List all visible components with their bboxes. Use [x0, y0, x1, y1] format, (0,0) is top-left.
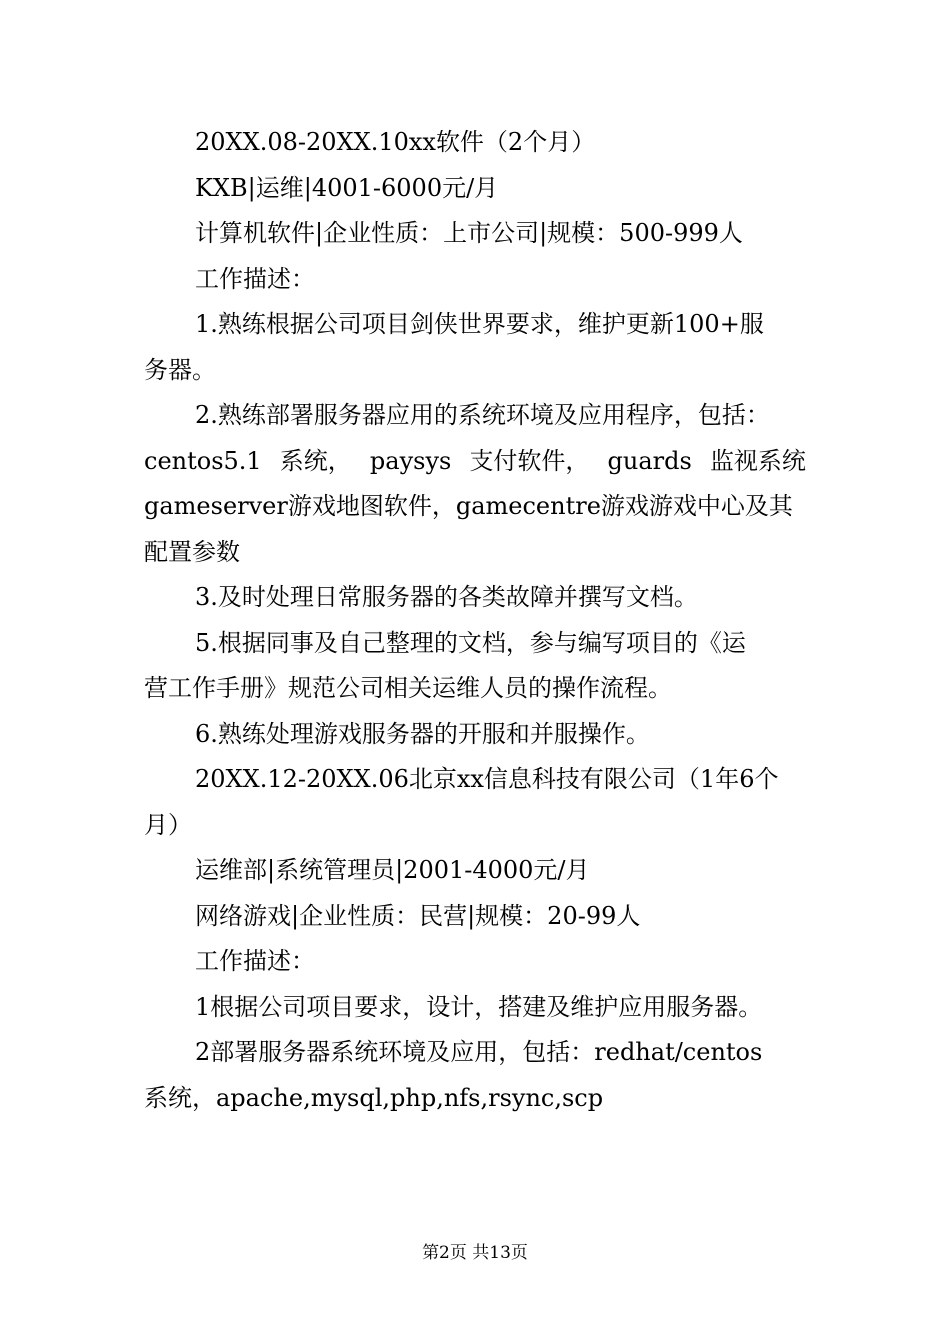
- word: guards: [607, 446, 692, 475]
- word: paysys: [369, 446, 452, 475]
- paragraph-line-job2-item2: 2部署服务器系统环境及应用，包括：redhat/centos: [195, 1038, 763, 1066]
- paragraph-line-job2-dept: 运维部|系统管理员|2001-4000元/月: [195, 856, 590, 884]
- paragraph-line-job1-item1: 1.熟练根据公司项目剑侠世界要求，维护更新100+服: [195, 310, 764, 338]
- paragraph-line-job1-item5-cont: 营工作手册》规范公司相关运维人员的操作流程。: [144, 674, 672, 702]
- paragraph-line-job1-period: 20XX.08-20XX.10xx软件（2个月）: [195, 128, 596, 156]
- word: 支付软件，: [469, 446, 590, 475]
- paragraph-line-job2-period: 20XX.12-20XX.06北京xx信息科技有限公司（1年6个: [195, 765, 779, 793]
- page-footer: 第2页 共13页: [422, 1243, 528, 1263]
- paragraph-line-job1-dept: KXB|运维|4001-6000元/月: [195, 173, 499, 202]
- paragraph-line-job1-item1-cont: 务器。: [144, 355, 216, 384]
- word: 系统，: [279, 446, 352, 475]
- word: 监视系统: [709, 446, 806, 475]
- paragraph-line-job2-period-cont: 月）: [144, 810, 192, 839]
- paragraph-line-job1-item2-cont3: 配置参数: [144, 537, 240, 566]
- paragraph-line-job1-desc-heading: 工作描述：: [195, 264, 315, 293]
- paragraph-line-job1-item2-cont1: [144, 439, 806, 485]
- paragraph-line-job2-item1: 1根据公司项目要求，设计，搭建及维护应用服务器。: [195, 992, 763, 1021]
- word: centos5.1: [144, 446, 262, 475]
- paragraph-line-job2-desc-heading: 工作描述：: [195, 947, 315, 975]
- paragraph-line-job2-industry: 网络游戏|企业性质：民营|规模：20-99人: [195, 901, 641, 930]
- paragraph-line-job1-industry: 计算机软件|企业性质：上市公司|规模：500-999人: [195, 219, 743, 247]
- paragraph-line-job1-item5: 5.根据同事及自己整理的文档，参与编写项目的《运: [195, 628, 746, 657]
- paragraph-line-job1-item2: 2.熟练部署服务器应用的系统环境及应用程序，包括：: [195, 401, 770, 429]
- document-body: [144, 120, 806, 1121]
- paragraph-line-job1-item6: 6.熟练处理游戏服务器的开服和并服操作。: [195, 719, 650, 748]
- paragraph-line-job1-item2-cont2: gameserver游戏地图软件，gamecentre游戏游戏中心及其: [144, 492, 793, 520]
- paragraph-line-job2-item2-cont: 系统，apache,mysql,php,nfs,rsync,scp: [144, 1083, 604, 1112]
- paragraph-line-job1-item3: 3.及时处理日常服务器的各类故障并撰写文档。: [195, 583, 698, 611]
